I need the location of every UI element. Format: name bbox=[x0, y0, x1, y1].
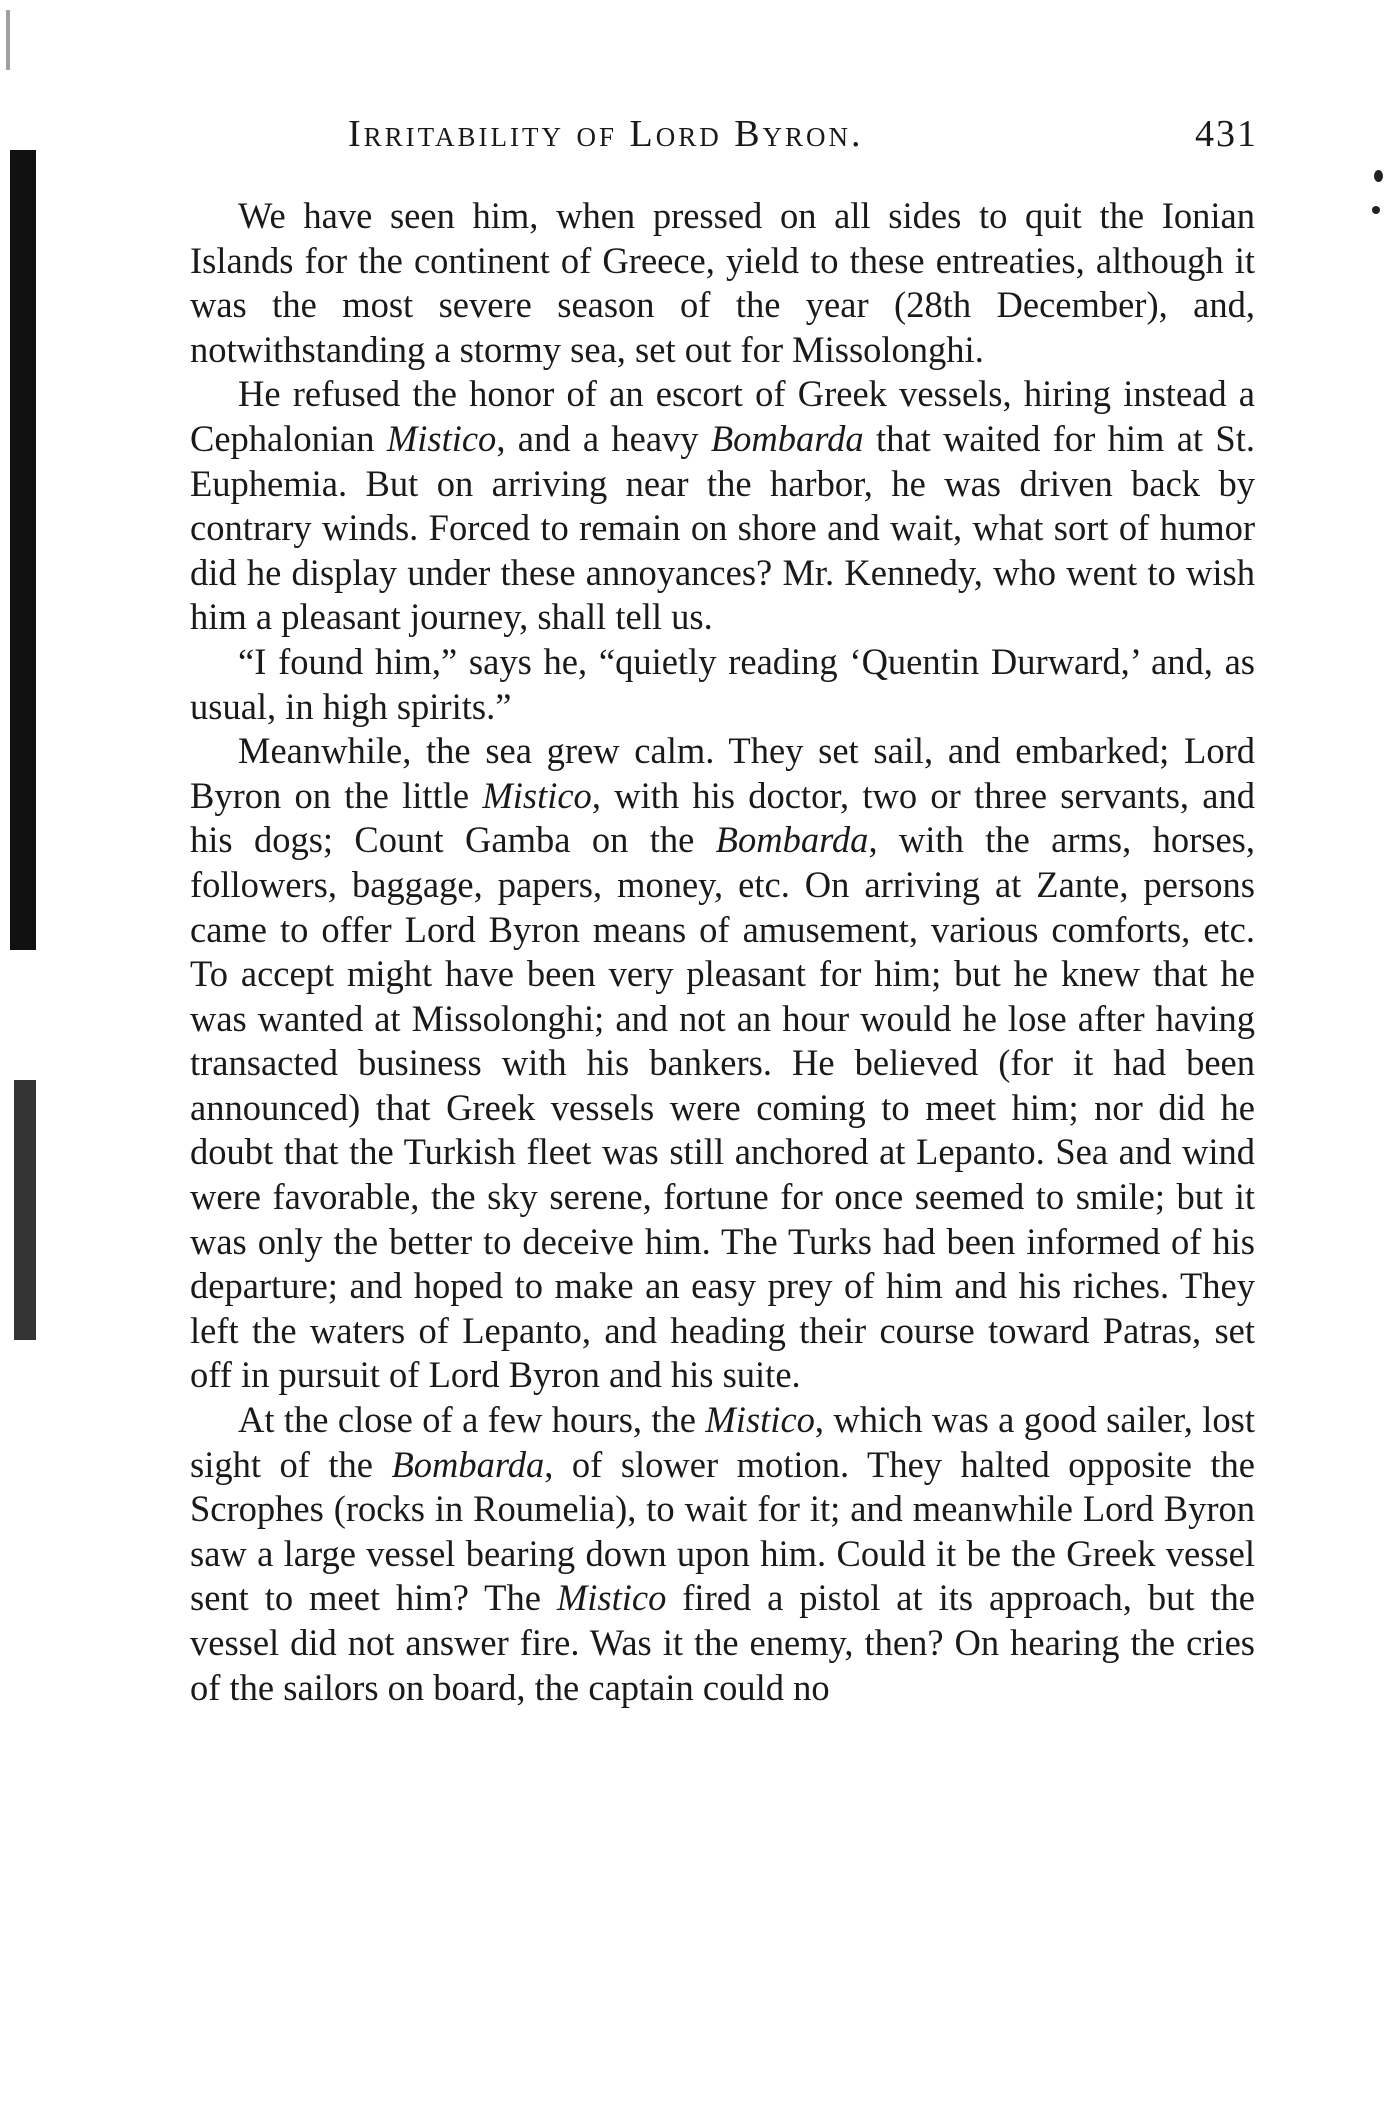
text-run: “I found him,” says he, “quietly reading ‘Quentin Durward,’ and, as usual, in high spirits.” bbox=[190, 640, 1255, 727]
body-text bbox=[190, 194, 1255, 1710]
running-title: Irritability of Lord Byron. bbox=[348, 113, 864, 155]
scan-edge-shadow bbox=[0, 0, 60, 2127]
binding-mark-top bbox=[6, 10, 10, 70]
paragraph bbox=[190, 1398, 1255, 1710]
italic-run: Mistico bbox=[556, 1577, 667, 1619]
ink-speck bbox=[1374, 170, 1383, 182]
italic-run: Mistico bbox=[482, 774, 592, 816]
text-run: that waited for him at St. Euphemia. But on arriving near the harbor, he was driven back by contrary winds. Forced to remain on shore and wait, what sort of humor did he display under these annoyances? Mr. Kennedy, who went to wish him a pleasant journey, shall tell us. bbox=[190, 417, 1255, 638]
text-run: , of slower motion. They halted opposite the Scrophes (rocks in Roumelia), to wait for it; and meanwhile Lord Byron saw a large vessel bearing down upon him. Could it be the Greek vessel sent to meet him? The bbox=[190, 1443, 1256, 1619]
running-head bbox=[348, 112, 1258, 162]
binding-shadow-lower bbox=[14, 1080, 36, 1340]
text-run: , and a heavy bbox=[496, 417, 711, 459]
text-run: He refused the honor of an escort of Greek vessels, hiring instead a Cephalonian bbox=[190, 373, 1255, 459]
text-run: fired a pistol at its approach, but the vessel did not answer fire. Was it the enemy, then? On hearing the cries of the sailors on board, the captain could no bbox=[190, 1577, 1255, 1708]
ink-speck bbox=[1372, 206, 1380, 214]
paragraph bbox=[190, 194, 1255, 372]
italic-run: Mistico bbox=[386, 417, 497, 459]
text-run: , which was a good sailer, lost sight of the bbox=[190, 1399, 1255, 1485]
text-run: We have seen him, when pressed on all sides to quit the Ionian Islands for the continent of Greece, yield to these entreaties, although it was the most severe season of the year (28th December), and, notwithstanding a stormy sea, set out for Missolonghi. bbox=[190, 195, 1255, 370]
italic-run: Bombarda bbox=[391, 1443, 545, 1485]
text-run: Meanwhile, the sea grew calm. They set sail, and embarked; Lord Byron on the little bbox=[190, 730, 1255, 816]
paragraph bbox=[190, 372, 1255, 640]
italic-run: Mistico bbox=[705, 1399, 815, 1441]
text-run: , with the arms, horses, followers, baggage, papers, money, etc. On arriving at Zante, persons came to offer Lord Byron means of amusement, various comforts, etc. To accept might have been very pleasant for him; but he knew that he was wanted at Missolonghi; and not an hour would he lose after having transacted business with his bankers. He believed (for it had been announced) that Greek vessels were coming to meet him; nor did he doubt that the Turkish fleet was still anchored at Lepanto. Sea and wind were favorable, the sky serene, fortune for once seemed to smile; but it was only the better to deceive him. The Turks had been informed of his departure; and hoped to make an easy prey of him and his riches. They left the waters of Lepanto, and heading their course toward Patras, set off in pursuit of Lord Byron and his suite. bbox=[190, 819, 1256, 1396]
text-run: At the close of a few hours, the bbox=[238, 1399, 706, 1441]
binding-shadow bbox=[10, 150, 36, 950]
paragraph bbox=[190, 640, 1255, 729]
italic-run: Bombarda bbox=[715, 819, 869, 861]
text-run: , with his doctor, two or three servants, and his dogs; Count Gamba on the bbox=[190, 774, 1256, 861]
page-number: 431 bbox=[1195, 113, 1258, 155]
paragraph bbox=[190, 729, 1255, 1398]
italic-run: Bombarda bbox=[710, 417, 864, 459]
